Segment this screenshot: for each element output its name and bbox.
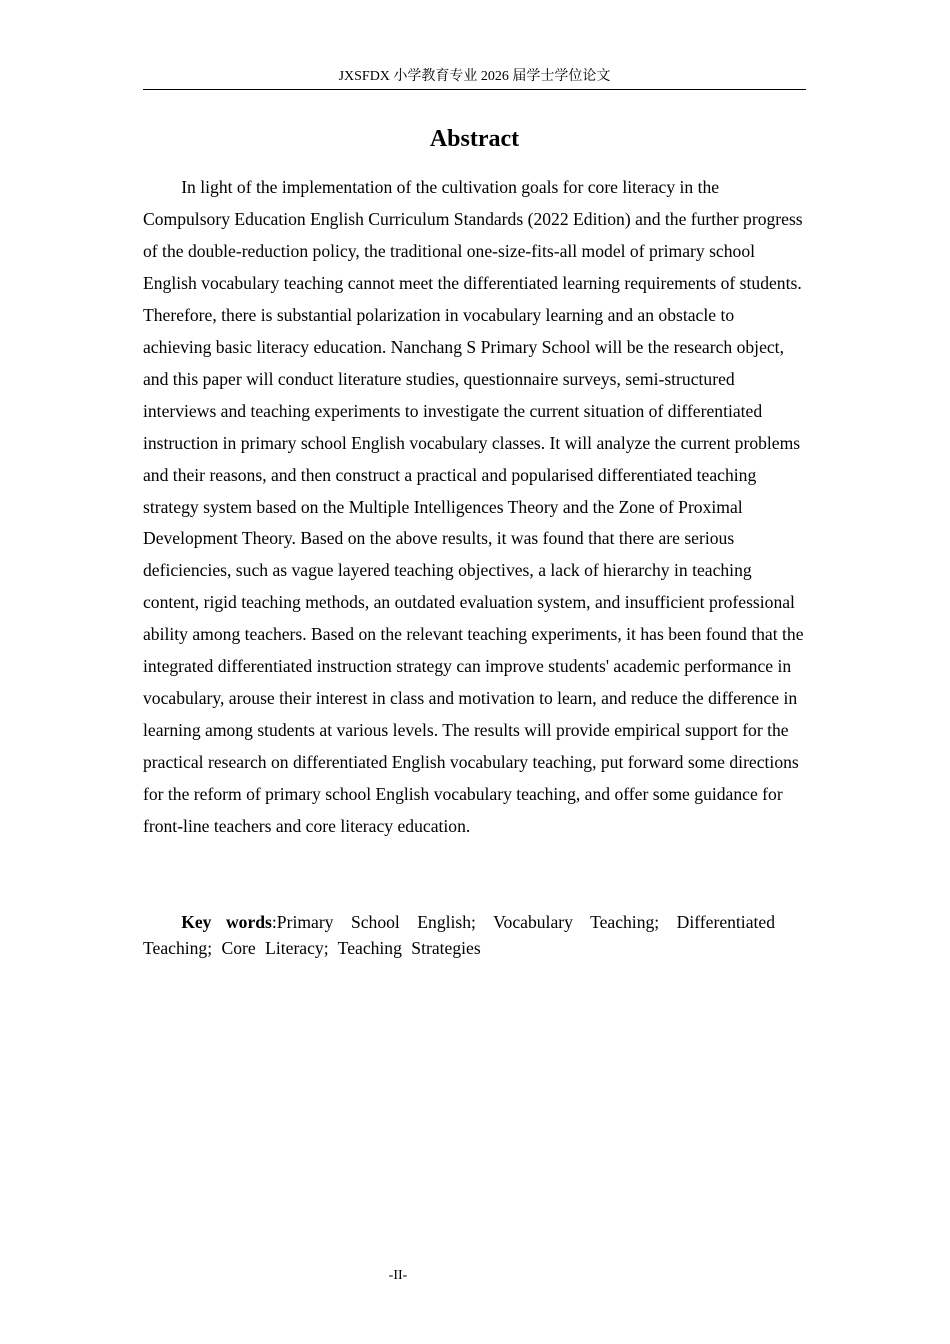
keywords-paragraph	[143, 909, 775, 961]
keywords-label: Key words	[181, 912, 272, 932]
abstract-paragraph: In light of the implementation of the cultivation goals for core literacy in the Compulsory Education English Curriculum Standards (2022 Edition) and the further progress of the double-reduction policy, the traditional one-size-fits-all model of primary school English vocabulary teaching cannot meet the differentiated learning requirements of students. Therefore, there is substantial polarization in vocabulary learning and an obstacle to achieving basic literacy education. Nanchang S Primary School will be the research object, and this paper will conduct literature studies, questionnaire surveys, semi-structured interviews and teaching experiments to investigate the current situation of differentiated instruction in primary school English vocabulary classes. It will analyze the current problems and their reasons, and then construct a practical and popularised differentiated teaching strategy system based on the Multiple Intelligences Theory and the Zone of Proximal Development Theory. Based on the above results, it was found that there are serious deficiencies, such as vague layered teaching objectives, a lack of hierarchy in teaching content, rigid teaching methods, an outdated evaluation system, and insufficient professional ability among teachers. Based on the relevant teaching experiments, it has been found that the integrated differentiated instruction strategy can improve students' academic performance in vocabulary, arouse their interest in class and motivation to learn, and reduce the difference in learning among students at various levels. The results will provide empirical support for the practical research on differentiated English vocabulary teaching, put forward some directions for the reform of primary school English vocabulary teaching, and offer some guidance for front-line teachers and core literacy education.	[143, 177, 804, 837]
page-number: -II-	[388, 1268, 408, 1283]
abstract-title: Abstract	[429, 126, 520, 152]
running-header	[143, 66, 806, 90]
running-header-text: JXSFDX 小学教育专业 2026 届学士学位论文	[338, 69, 611, 84]
keywords-list: :Primary School English; Vocabulary Teaching; Differentiated Teaching; Core Literacy; Teaching Strategies	[143, 912, 775, 958]
